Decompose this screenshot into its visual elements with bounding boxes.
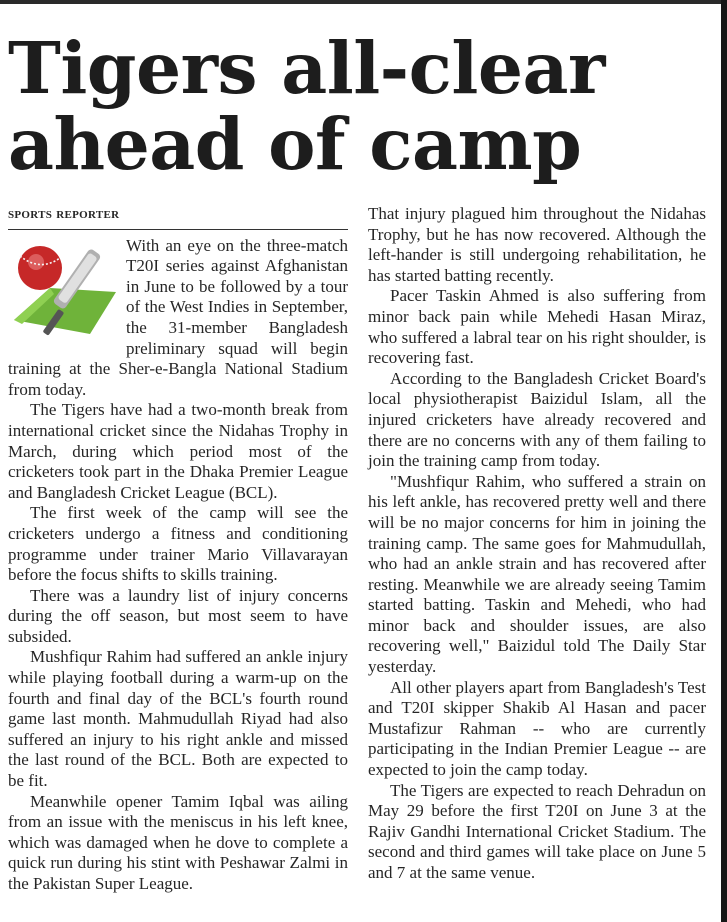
paragraph: That injury plagued him throughout the Nidahas Trophy, but he has now recovered. Although the left-hander is still undergoing rehabilitation, he has started batting recently. <box>368 204 706 285</box>
top-rule <box>0 0 721 4</box>
paragraph: Meanwhile opener Tamim Iqbal was ailing from an issue with the meniscus in his left knee, which was damaged when he dove to complete a quick run during his stint with Peshawar Zalmi in the Pakistan Super League. <box>8 791 348 893</box>
cricket-ball-bat-icon <box>10 242 118 340</box>
paragraph: All other players apart from Bangladesh's Test and T20I skipper Shakib Al Hasan and pacer Mustafizur Rahman -- who are currently participating in the Indian Premier League -- are expected to join the camp today. <box>368 677 706 780</box>
paragraph: The first week of the camp will see the cricketers undergo a fitness and conditioning programme under trainer Mario Villavarayan before the focus shifts to skills training. <box>8 503 348 585</box>
paragraph: "Mushfiqur Rahim, who suffered a strain on his left ankle, has recovered pretty well and there will be no major concerns for him in joining the training camp. The same goes for Mahmudullah, who had an ankle strain and has recovered after resting. Meanwhile we are already seeing Tamim started batting. Taskin and Mehedi, who had minor back and shoulder issues, are also recovering well," Baizidul told The Daily Star yesterday. <box>368 471 706 677</box>
column-1 <box>8 204 348 895</box>
paragraph: There was a laundry list of injury concerns during the off season, but most seem to have subsided. <box>8 585 348 646</box>
paragraph: Mushfiqur Rahim had suffered an ankle injury while playing football during a warm-up on the fourth and final day of the BCL's fourth round game last month. Mahmudullah Riyad had also suffered an injury to his right ankle and missed the last round of the BCL. Both are expected to be fit. <box>8 647 348 791</box>
paragraph: The Tigers are expected to reach Dehradun on May 29 before the first T20I on June 3 at the Rajiv Gandhi International Cricket Stadium. The second and third games will take place on June 5 and 7 at the same venue. <box>368 780 706 882</box>
paragraph: With an eye on the three-match T20I series against Afghanistan in June to be followed by a tour of the West Indies in September, the 31-member Bangladesh preliminary squad will begin training at the Sher-e-Bangla National Stadium from today. <box>8 235 348 399</box>
headline-line-1: Tigers all-clear <box>8 26 605 110</box>
column-2 <box>368 204 706 884</box>
headline-line-2: ahead of camp <box>8 102 582 186</box>
paragraph: According to the Bangladesh Cricket Board's local physiotherapist Baizidul Islam, all the injured cricketers have already recovered and there are no concerns with any of them failing to join the training camp from today. <box>368 368 706 471</box>
byline: sports reporter <box>8 204 348 230</box>
page-edge-bar <box>721 0 727 922</box>
headline <box>8 26 708 186</box>
paragraph: Pacer Taskin Ahmed is also suffering from minor back pain while Mehedi Hasan Miraz, who suffered a labral tear on his right shoulder, is recovering fast. <box>368 286 706 368</box>
paragraph: The Tigers have had a two-month break from international cricket since the Nidahas Trophy in March, during which period most of the cricketers took part in the Dhaka Premier League and Bangladesh Cricket League (BCL). <box>8 400 348 502</box>
